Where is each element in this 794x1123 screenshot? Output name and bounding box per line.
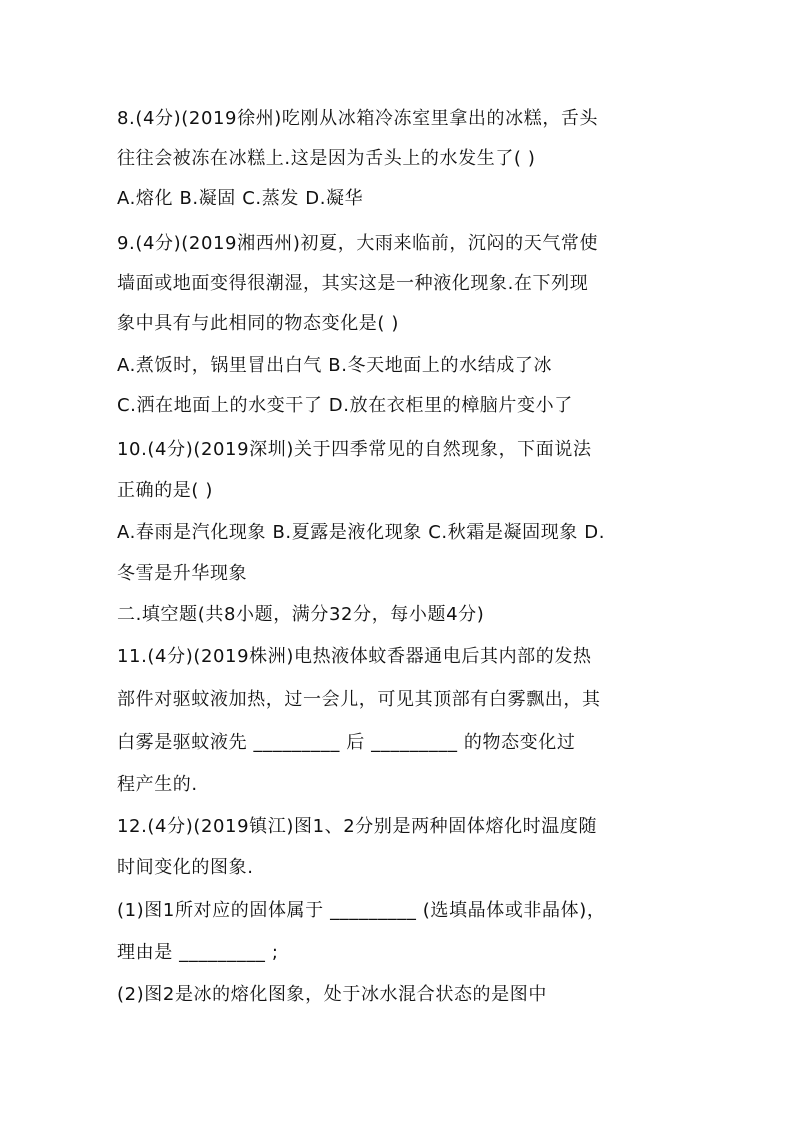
section-heading-fill-in: 二.填空题(共8小题，满分32分，每小题4分) [117, 604, 485, 625]
q12-line-1: 12.(4分)(2019镇江)图1、2分别是两种固体熔化时温度随 [117, 816, 598, 837]
q11-line-2: 部件对驱蚊液加热，过一会儿，可见其顶部有白雾飘出，其 [117, 689, 601, 710]
q12-line-2: 时间变化的图象. [117, 857, 254, 878]
q9-options-1: A.煮饭时，锅里冒出白气 B.冬天地面上的水结成了冰 [117, 355, 553, 376]
q10-options-1: A.春雨是汽化现象 B.夏露是液化现象 C.秋霜是凝固现象 D. [117, 522, 606, 543]
q8-options: A.熔化 B.凝固 C.蒸发 D.凝华 [117, 188, 364, 209]
q11-line-1: 11.(4分)(2019株洲)电热液体蚊香器通电后其内部的发热 [117, 646, 592, 667]
q9-line-1: 9.(4分)(2019湘西州)初夏，大雨来临前，沉闷的天气常使 [117, 233, 599, 254]
q8-line-2: 往往会被冻在冰糕上.这是因为舌头上的水发生了( ) [117, 148, 536, 169]
q8-line-1: 8.(4分)(2019徐州)吃刚从冰箱冷冻室里拿出的冰糕，舌头 [117, 108, 599, 129]
q12-part-1-line-1: (1)图1所对应的固体属于 _________ (选填晶体或非晶体)， [117, 900, 606, 921]
q11-line-4: 程产生的. [117, 774, 198, 795]
q9-line-3: 象中具有与此相同的物态变化是( ) [117, 313, 399, 334]
q10-options-2: 冬雪是升华现象 [117, 563, 248, 584]
q10-line-1: 10.(4分)(2019深圳)关于四季常见的自然现象，下面说法 [117, 439, 592, 460]
q11-line-3: 白雾是驱蚊液先 _________ 后 _________ 的物态变化过 [117, 732, 576, 753]
q9-options-2: C.洒在地面上的水变干了 D.放在衣柜里的樟脑片变小了 [117, 395, 573, 416]
q9-line-2: 墙面或地面变得很潮湿，其实这是一种液化现象.在下列现 [117, 273, 589, 294]
q12-part-1-line-2: 理由是 _________ ; [117, 942, 279, 963]
q10-line-2: 正确的是( ) [117, 480, 213, 501]
q12-part-2-line-1: (2)图2是冰的熔化图象，处于冰水混合状态的是图中 [117, 984, 547, 1005]
